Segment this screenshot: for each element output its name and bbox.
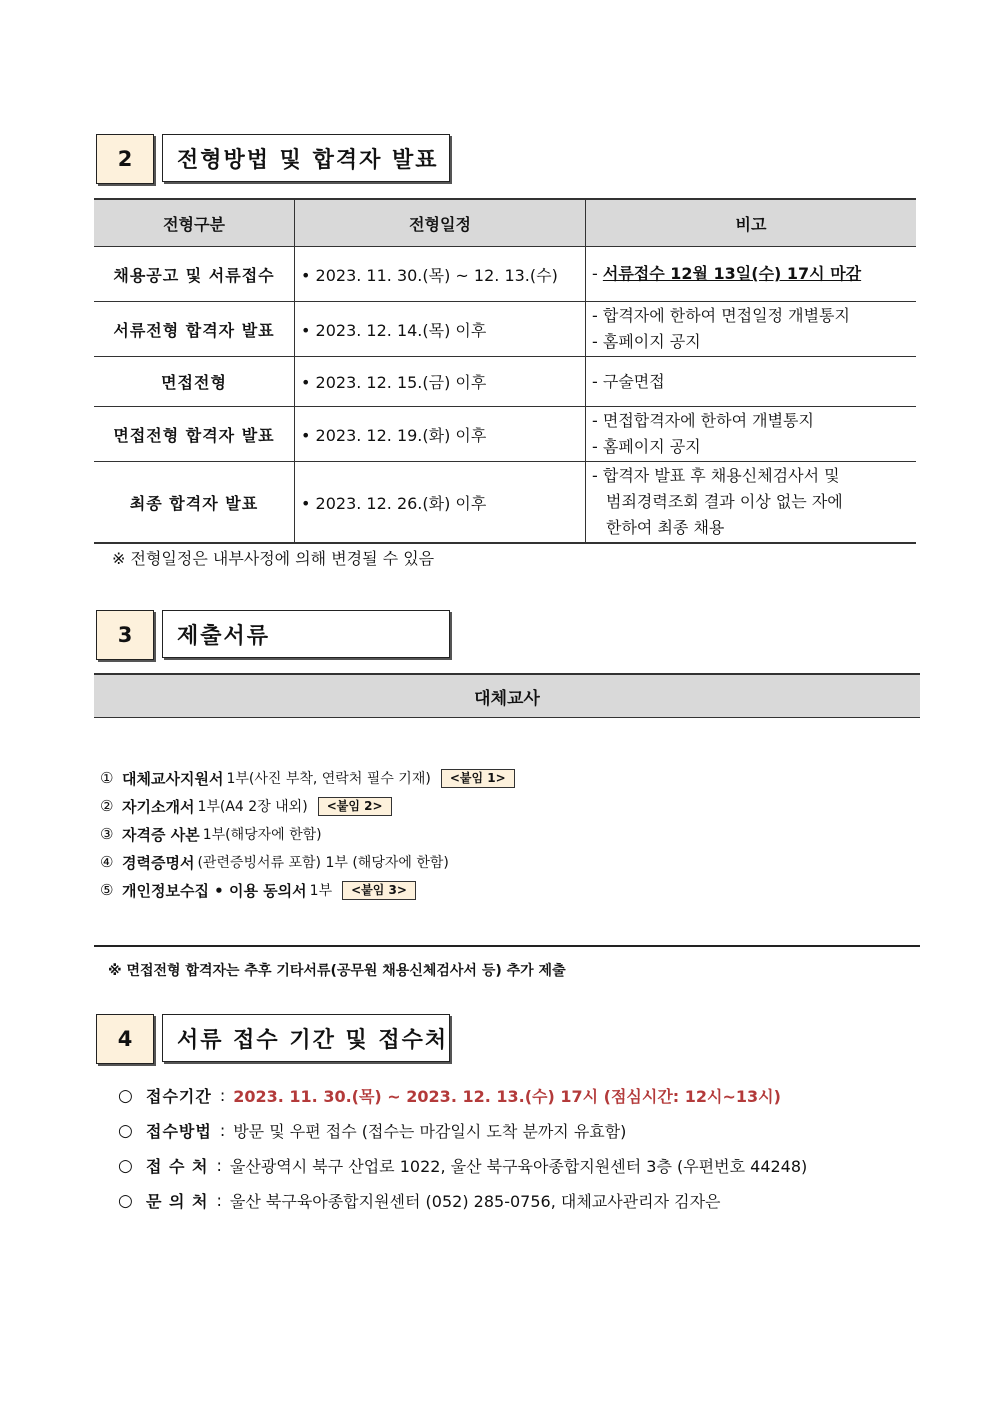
colon: : <box>216 1156 222 1175</box>
row-category: 면접전형 합격자 발표 <box>94 407 295 462</box>
deadline-note: 서류접수 12월 13일(수) 17시 마감 <box>602 264 862 283</box>
reception-label: 문 의 처 <box>146 1192 209 1211</box>
doc-name: 자격증 사본 <box>122 825 200 844</box>
row-remarks <box>586 357 917 407</box>
table-row <box>94 357 916 407</box>
table-row <box>94 247 916 302</box>
doc-desc: 1부(A4 2장 내외) <box>197 799 308 815</box>
section-title: 제출서류 <box>162 610 450 658</box>
circle-bullet: ○ <box>118 1085 133 1106</box>
item-number: ⑤ <box>100 881 114 899</box>
additional-docs-note: ※ 면접전형 합격자는 추후 기타서류(공무원 채용신체검사서 등) 추가 제출 <box>108 963 566 979</box>
reception-label: 접 수 처 <box>146 1157 209 1176</box>
remark-line: - 구술면접 <box>592 371 665 391</box>
remark-line: 범죄경력조회 결과 이상 없는 자에 <box>606 492 843 511</box>
substitute-teacher-bar: 대체교사 <box>94 673 920 718</box>
row-remarks <box>586 302 917 357</box>
row-date: • 2023. 12. 26.(화) 이후 <box>295 462 586 544</box>
table-header-row <box>94 199 916 247</box>
header-category: 전형구분 <box>94 199 295 247</box>
row-category: 채용공고 및 서류접수 <box>94 247 295 302</box>
doc-name: 대체교사지원서 <box>122 769 224 788</box>
reception-value: 울산광역시 북구 산업로 1022, 울산 북구육아종합지원센터 3층 (우편번호 44248) <box>229 1157 808 1176</box>
row-category: 서류전형 합격자 발표 <box>94 302 295 357</box>
reception-label: 접수방법 <box>146 1122 212 1141</box>
row-remarks <box>586 462 917 544</box>
row-category: 면접전형 <box>94 357 295 407</box>
circle-bullet: ○ <box>118 1190 133 1211</box>
doc-name: 자기소개서 <box>122 797 195 816</box>
header-remarks: 비고 <box>586 199 917 247</box>
remark-line: - 홈페이지 공지 <box>592 332 701 351</box>
table-row <box>94 407 916 462</box>
divider <box>94 945 920 947</box>
attachment-tag: <붙임 3> <box>342 881 416 900</box>
item-number: ① <box>100 769 114 787</box>
row-date: • 2023. 12. 19.(화) 이후 <box>295 407 586 462</box>
remark-line: - 합격자에 한하여 면접일정 개별통지 <box>592 306 850 325</box>
doc-desc: (관련증빙서류 포함) 1부 (해당자에 한함) <box>197 855 449 871</box>
colon: : <box>219 1121 226 1140</box>
doc-name: 개인정보수집 • 이용 동의서 <box>122 881 307 900</box>
dash: - <box>592 264 603 283</box>
header-schedule: 전형일정 <box>295 199 586 247</box>
reception-place <box>118 1148 807 1183</box>
section-title: 서류 접수 기간 및 접수처 <box>162 1014 450 1062</box>
row-remarks <box>586 407 917 462</box>
section-number: 3 <box>96 610 154 660</box>
row-remarks <box>586 247 917 302</box>
doc-desc: 1부(해당자에 한함) <box>202 827 322 843</box>
remark-line: - 홈페이지 공지 <box>592 437 701 456</box>
colon: : <box>219 1086 226 1105</box>
remark-line: 한하여 최종 채용 <box>606 518 725 537</box>
doc-desc: 1부(사진 부착, 연락처 필수 기재) <box>226 771 431 787</box>
reception-contact <box>118 1183 807 1218</box>
attachment-tag: <붙임 1> <box>441 769 515 788</box>
attachment-tag: <붙임 2> <box>318 797 392 816</box>
schedule-table <box>94 198 916 544</box>
reception-info <box>118 1078 807 1218</box>
schedule-footnote: ※ 전형일정은 내부사정에 의해 변경될 수 있음 <box>112 549 435 568</box>
reception-label: 접수기간 <box>146 1087 212 1106</box>
list-item <box>100 876 515 904</box>
reception-value: 방문 및 우편 접수 (접수는 마감일시 도착 분까지 유효함) <box>233 1122 627 1141</box>
remark-line: - 면접합격자에 한하여 개별통지 <box>592 411 814 430</box>
reception-value: 2023. 11. 30.(목) ~ 2023. 12. 13.(수) 17시 (점심시간: 12시~13시) <box>233 1087 781 1106</box>
circle-bullet: ○ <box>118 1120 133 1141</box>
item-number: ② <box>100 797 114 815</box>
doc-desc: 1부 <box>309 883 333 899</box>
section-number: 4 <box>96 1014 154 1064</box>
row-date: • 2023. 12. 14.(목) 이후 <box>295 302 586 357</box>
section-number: 2 <box>96 134 154 184</box>
row-date: • 2023. 11. 30.(목) ~ 12. 13.(수) <box>295 247 586 302</box>
list-item <box>100 848 515 876</box>
table-row <box>94 462 916 544</box>
reception-period <box>118 1078 807 1113</box>
reception-method <box>118 1113 807 1148</box>
table-row <box>94 302 916 357</box>
circle-bullet: ○ <box>118 1155 133 1176</box>
doc-name: 경력증명서 <box>122 853 195 872</box>
reception-value: 울산 북구육아종합지원센터 (052) 285-0756, 대체교사관리자 김자은 <box>229 1192 721 1211</box>
colon: : <box>216 1191 222 1210</box>
item-number: ③ <box>100 825 114 843</box>
list-item <box>100 764 515 792</box>
list-item <box>100 792 515 820</box>
row-category: 최종 합격자 발표 <box>94 462 295 544</box>
section-title: 전형방법 및 합격자 발표 <box>162 134 450 182</box>
row-date: • 2023. 12. 15.(금) 이후 <box>295 357 586 407</box>
list-item <box>100 820 515 848</box>
remark-line: - 합격자 발표 후 채용신체검사서 및 <box>592 466 840 485</box>
item-number: ④ <box>100 853 114 871</box>
document-list <box>100 764 515 904</box>
